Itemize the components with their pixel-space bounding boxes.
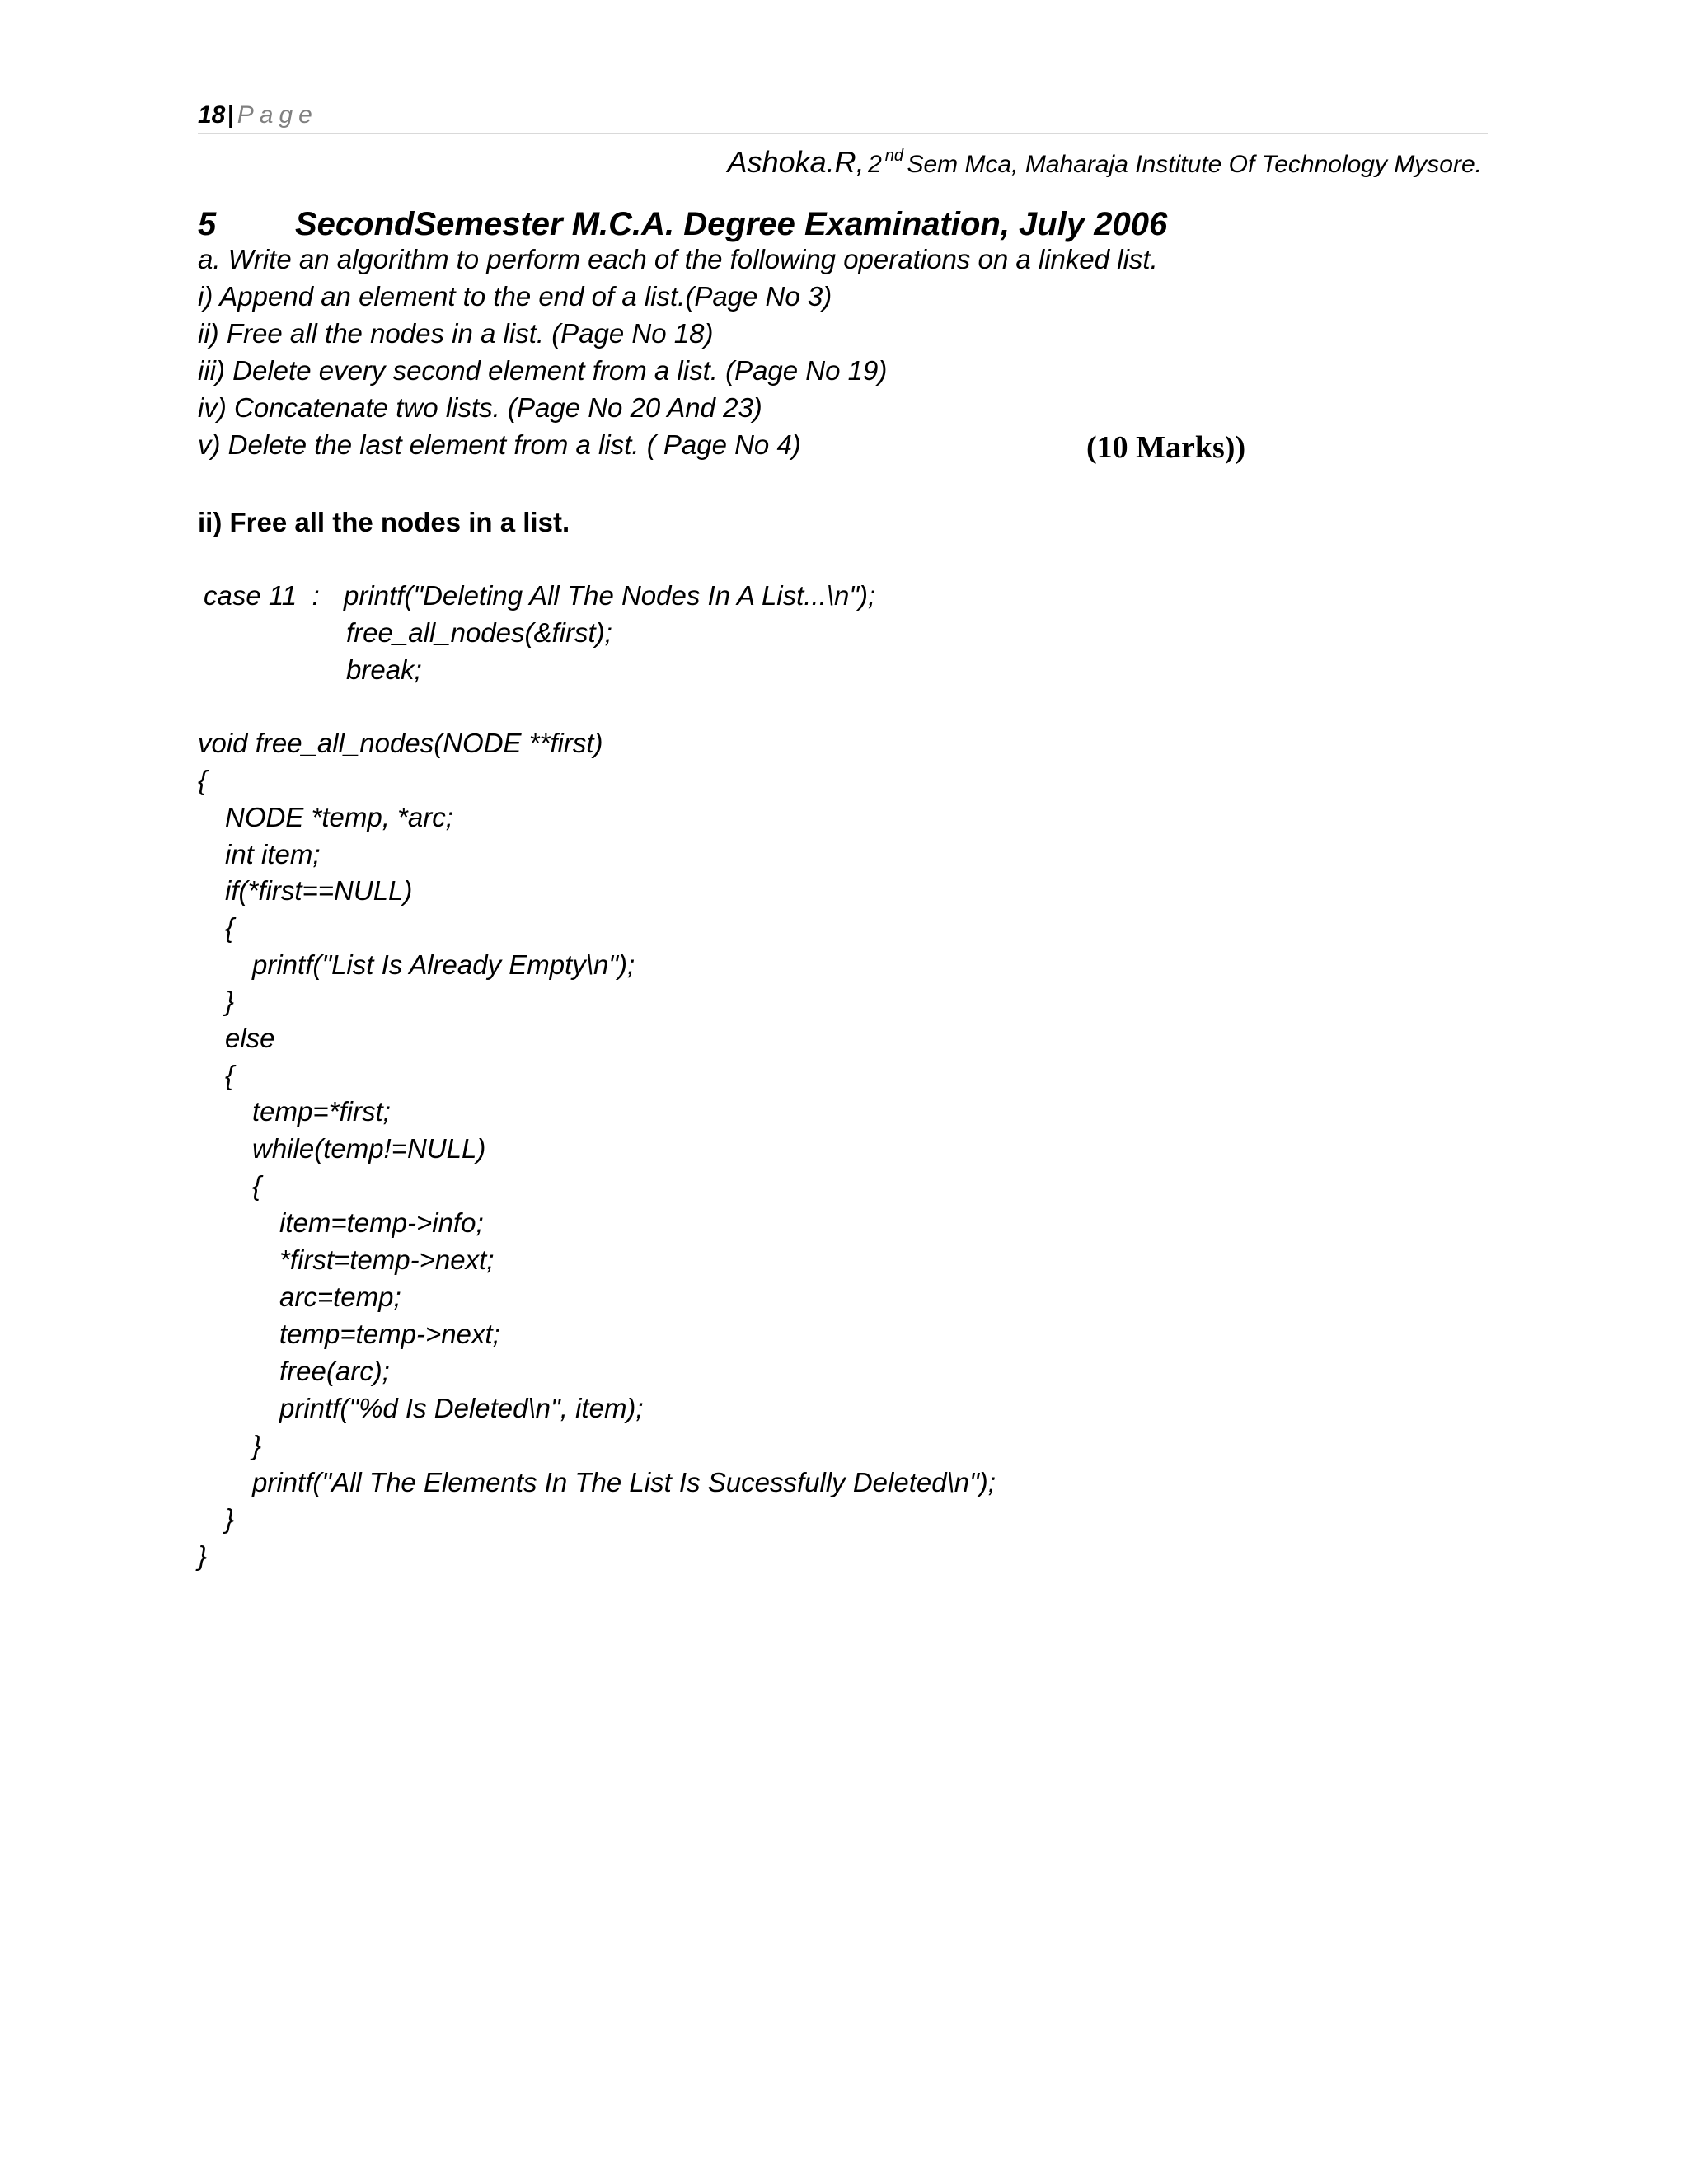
code-line: temp=temp->next;: [279, 1319, 500, 1349]
question-line: a. Write an algorithm to perform each of the following operations on a linked list.: [198, 244, 1158, 274]
section-heading: ii) Free all the nodes in a list.: [198, 507, 570, 537]
code-line: }: [252, 1430, 262, 1460]
question-line: i) Append an element to the end of a list.(Page No 3): [198, 281, 832, 312]
question-number: 5: [198, 206, 217, 242]
semester-number: 2: [868, 151, 882, 178]
semester-suffix: nd: [884, 147, 904, 165]
code-line: {: [252, 1170, 262, 1201]
code-line: item=temp->info;: [279, 1207, 484, 1238]
code-line: while(temp!=NULL): [252, 1133, 486, 1164]
page-label: Page: [237, 101, 318, 129]
code-line: if(*first==NULL): [225, 875, 413, 906]
code-line: {: [225, 912, 235, 943]
question-heading: [198, 204, 1167, 245]
header-divider: [198, 133, 1488, 134]
code-line: void free_all_nodes(NODE **first): [198, 728, 603, 758]
code-line: printf("Deleting All The Nodes In A List...\n");: [344, 580, 876, 611]
code-line: NODE *temp, *arc;: [225, 802, 453, 832]
code-line: arc=temp;: [279, 1282, 401, 1312]
page-header: [198, 99, 318, 132]
question-line: iv) Concatenate two lists. (Page No 20 And 23): [198, 392, 762, 423]
code-line: break;: [346, 654, 422, 685]
page-separator: |: [227, 101, 234, 129]
page-number: 18: [198, 101, 226, 129]
code-line: }: [225, 1503, 235, 1534]
institution-name: Sem Mca, Maharaja Institute Of Technology Mysore.: [907, 151, 1482, 178]
code-line: {: [225, 1060, 235, 1090]
question-title: SecondSemester M.C.A. Degree Examination, July 2006: [295, 206, 1168, 242]
code-line: printf("List Is Already Empty\n");: [252, 949, 635, 980]
question-line: ii) Free all the nodes in a list. (Page No 18): [198, 318, 714, 349]
author-line: [728, 138, 1482, 187]
code-line: printf("%d Is Deleted\n", item);: [279, 1393, 644, 1423]
code-line: else: [225, 1023, 275, 1053]
question-line: v) Delete the last element from a list. ( Page No 4): [198, 429, 801, 460]
code-line: *first=temp->next;: [279, 1244, 495, 1275]
code-line: int item;: [225, 839, 321, 869]
question-line: iii) Delete every second element from a list. (Page No 19): [198, 355, 888, 386]
code-line: free_all_nodes(&first);: [346, 617, 612, 648]
author-name: Ashoka.R,: [727, 145, 865, 179]
case-label: case 11 :: [204, 580, 320, 611]
code-line: free(arc);: [279, 1356, 390, 1386]
code-line: {: [198, 765, 208, 795]
code-line: }: [225, 986, 235, 1016]
marks-label: (10 Marks)): [1086, 430, 1246, 465]
code-line: printf("All The Elements In The List Is Sucessfully Deleted\n");: [252, 1467, 996, 1497]
code-line: }: [198, 1540, 208, 1571]
code-line: temp=*first;: [252, 1096, 391, 1127]
